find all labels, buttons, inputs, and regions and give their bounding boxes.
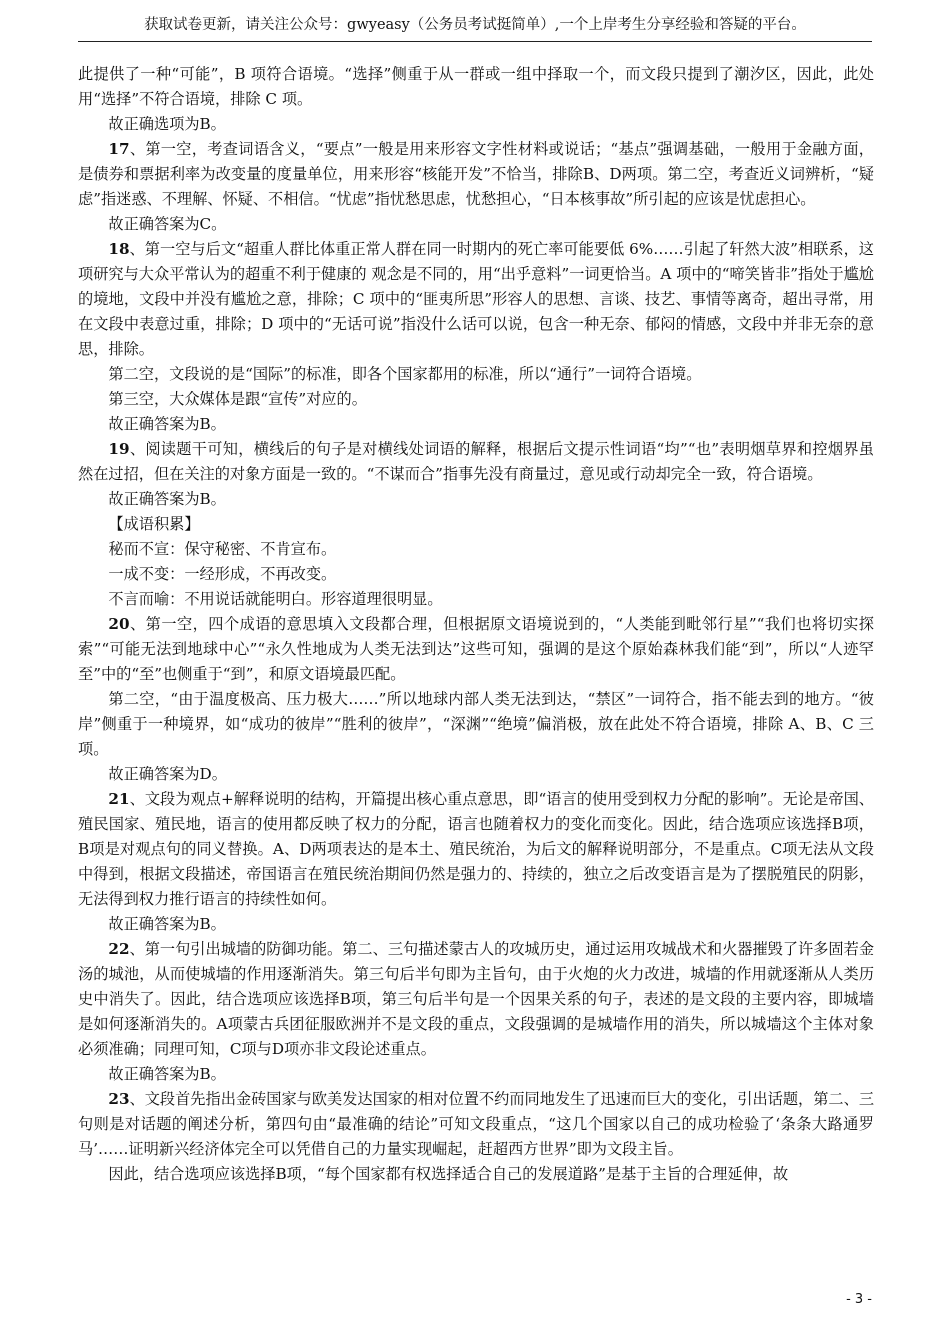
- paragraph: [78, 512, 874, 537]
- paragraph-text: 、文段首先指出金砖国家与欧美发达国家的相对位置不约而同地发生了迅速而巨大的变化，引出话题，第二、三句则是对话题的阐述分析，第四句由“最准确的结论”可知文段重点，“这几个国家以自己的成功检验了‘条条大路通罗马’……证明新兴经济体完全可以凭借自己的力量实现崛起，赶超西方世界”即为文段主旨。: [78, 1090, 874, 1158]
- page-number: - 3 -: [846, 1292, 872, 1307]
- paragraph: [78, 612, 874, 687]
- question-number: 18: [108, 240, 130, 258]
- paragraph: [78, 537, 874, 562]
- paragraph-text: 不言而喻：不用说话就能明白。形容道理很明显。: [108, 590, 443, 608]
- paragraph-text: 、阅读题干可知，横线后的句子是对横线处词语的解释，根据后文提示性词语“均”“也”表明烟草界和控烟界虽然在过招，但在关注的对象方面是一致的。“不谋而合”指事先没有商量过，意见或行动却完全一致，符合语境。: [78, 440, 874, 483]
- header-text: 获取试卷更新，请关注公众号：gwyeasy（公务员考试挺简单）,一个上岸考生分享经验和答疑的平台。: [144, 17, 806, 33]
- paragraph-text: 第二空，“由于温度极高、压力极大……”所以地球内部人类无法到达，“禁区”一词符合，指不能去到的地方。“彼岸”侧重于一种境界，如“成功的彼岸”“胜利的彼岸”，“深渊”“绝境”偏消极，放在此处不符合语境，排除 A、B、C 三项。: [78, 690, 874, 758]
- paragraph: [78, 562, 874, 587]
- paragraph: [78, 62, 874, 112]
- question-number: 22: [108, 940, 130, 958]
- paragraph: [78, 437, 874, 487]
- paragraph-text: 、文段为观点+解释说明的结构，开篇提出核心重点意思，即“语言的使用受到权力分配的影响”。无论是帝国、殖民国家、殖民地，语言的使用都反映了权力的分配，语言也随着权力的变化而变化。因此，结合选项应该选择B项，B项是对观点句的同义替换。A、D两项表达的是本土、殖民统治，为后文的解释说明部分，不是重点。C项无法从文段中得到，根据文段描述，帝国语言在殖民统治期间仍然是强力的、持续的，独立之后改变语言是为了摆脱殖民的阴影，无法得到权力推行语言的持续性如何。: [78, 790, 874, 908]
- paragraph: [78, 937, 874, 1062]
- paragraph-text: 、第一空，四个成语的意思填入文段都合理，但根据原文语境说到的，“人类能到毗邻行星”“我们也将切实探索”“可能无法到地球中心”“永久性地成为人类无法到达”这些可知，强调的是这个原始森林我们能“到”，所以“人迹罕至”中的“至”也侧重于“到”，和原文语境最匹配。: [78, 615, 874, 683]
- paragraph: [78, 412, 874, 437]
- paragraph-text: 故正确答案为B。: [108, 490, 226, 508]
- paragraph: [78, 1087, 874, 1162]
- paragraph: [78, 212, 874, 237]
- page-header: [78, 14, 872, 42]
- paragraph-text: 、第一句引出城墙的防御功能。第二、三句描述蒙古人的攻城历史，通过运用攻城战术和火器摧毁了许多固若金汤的城池，从而使城墙的作用逐渐消失。第三句后半句即为主旨句，由于火炮的火力改进，城墙的作用就逐渐从人类历史中消失了。因此，结合选项应该选择B项，第三句后半句是一个因果关系的句子，表述的是文段的主要内容，即城墙是如何逐渐消失的。A项蒙古兵团征服欧洲并不是文段的重点，文段强调的是城墙作用的消失，所以城墙这个主体对象必须准确；同理可知，C项与D项亦非文段论述重点。: [78, 940, 874, 1058]
- paragraph-text: 故正确答案为D。: [108, 765, 227, 783]
- paragraph: [78, 587, 874, 612]
- paragraph-text: 秘而不宣：保守秘密、不肯宣布。: [108, 540, 337, 558]
- document-body: [78, 62, 874, 1187]
- paragraph: [78, 112, 874, 137]
- question-number: 19: [108, 440, 130, 458]
- question-number: 23: [108, 1090, 130, 1108]
- paragraph-text: 故正确选项为B。: [108, 115, 226, 133]
- paragraph: [78, 137, 874, 212]
- paragraph: [78, 687, 874, 762]
- paragraph-text: 故正确答案为B。: [108, 415, 226, 433]
- paragraph-text: 一成不变：一经形成，不再改变。: [108, 565, 337, 583]
- paragraph-text: 【成语积累】: [108, 515, 200, 533]
- paragraph: [78, 362, 874, 387]
- paragraph-text: 因此，结合选项应该选择B项，“每个国家都有权选择适合自己的发展道路”是基于主旨的合理延伸，故: [108, 1165, 789, 1183]
- question-number: 21: [108, 790, 130, 808]
- paragraph: [78, 1162, 874, 1187]
- paragraph: [78, 387, 874, 412]
- paragraph-text: 此提供了一种“可能”，B 项符合语境。“选择”侧重于从一群或一组中择取一个，而文段只提到了潮汐区，因此，此处用“选择”不符合语境，排除 C 项。: [78, 65, 874, 108]
- paragraph-text: 故正确答案为C。: [108, 215, 227, 233]
- paragraph: [78, 787, 874, 912]
- paragraph-text: 第三空，大众媒体是跟“宣传”对应的。: [108, 390, 367, 408]
- paragraph-text: 第二空，文段说的是“国际”的标准，即各个国家都用的标准，所以“通行”一词符合语境。: [108, 365, 702, 383]
- paragraph: [78, 1062, 874, 1087]
- paragraph: [78, 237, 874, 362]
- question-number: 17: [108, 140, 130, 158]
- paragraph-text: 故正确答案为B。: [108, 915, 226, 933]
- paragraph: [78, 487, 874, 512]
- paragraph-text: 、第一空，考查词语含义，“要点”一般是用来形容文字性材料或说话；“基点”强调基础，一般用于金融方面，是债券和票据利率为改变量的度量单位，用来形容“核能开发”不恰当，排除B、D两项。第二空，考查近义词辨析，“疑虑”指迷惑、不理解、怀疑、不相信。“忧虑”指忧愁思虑，忧愁担心，“日本核事故”所引起的应该是忧虑担心。: [78, 140, 874, 208]
- question-number: 20: [108, 615, 130, 633]
- paragraph: [78, 762, 874, 787]
- paragraph-text: 故正确答案为B。: [108, 1065, 226, 1083]
- paragraph-text: 、第一空与后文“超重人群比体重正常人群在同一时期内的死亡率可能要低 6%……引起了轩然大波”相联系，这项研究与大众平常认为的超重不利于健康的 观念是不同的，用“出乎意料”一词更恰当。A 项中的“啼笑皆非”指处于尴尬的境地，文段中并没有尴尬之意，排除；C 项中的“匪夷所思”形容人的思想、言谈、技艺、事情等离奇，超出寻常，用在文段中表意过重，排除；D 项中的“无话可说”指没什么话可以说，包含一种无奈、郁闷的情感，文段中并非无奈的意思，排除。: [78, 240, 874, 358]
- paragraph: [78, 912, 874, 937]
